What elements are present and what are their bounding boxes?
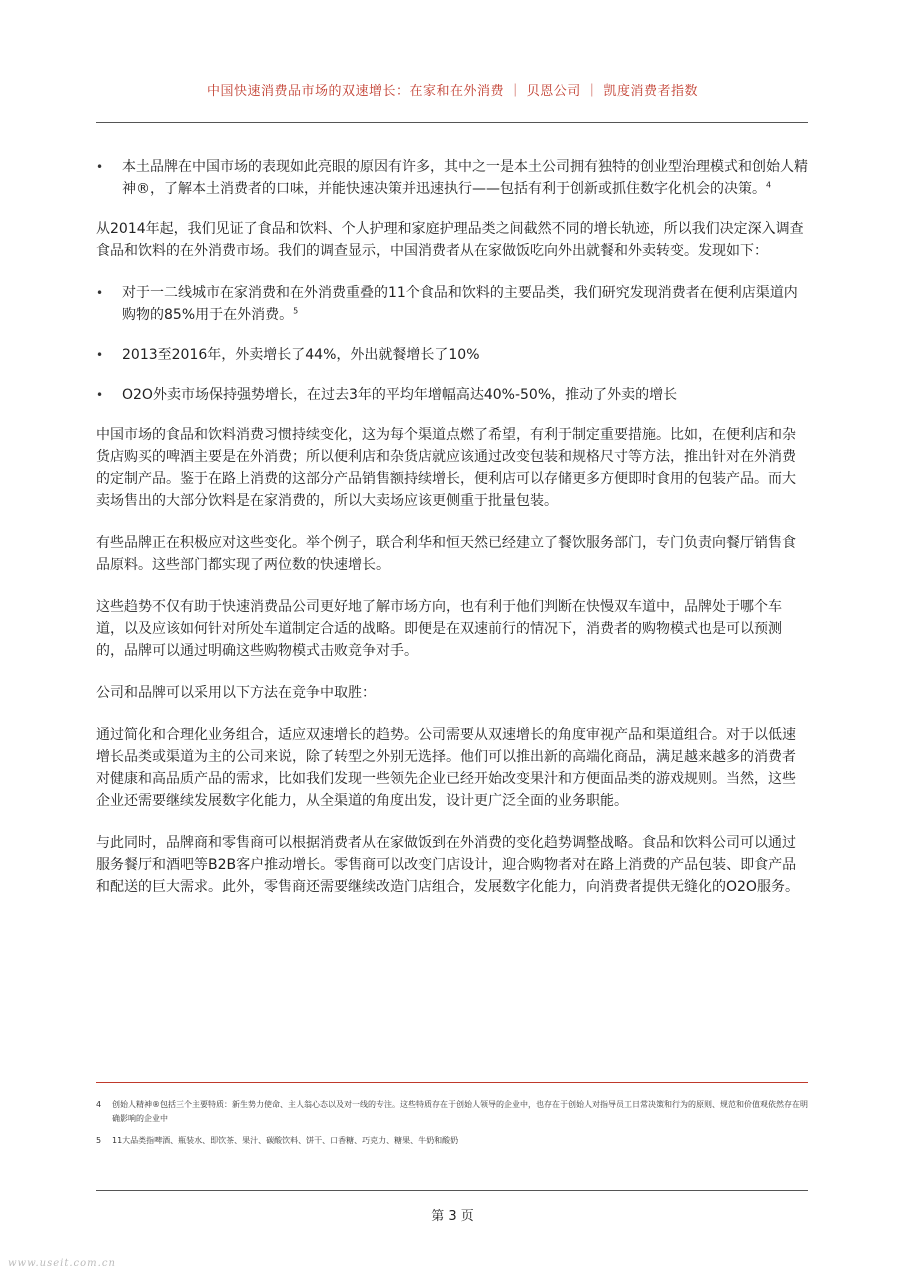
bullet-item <box>96 384 808 406</box>
body-paragraph: 与此同时，品牌商和零售商可以根据消费者从在家做饭到在外消费的变化趋势调整战略。食品和饮料公司可以通过服务餐厅和酒吧等B2B客户推动增长。零售商可以改变门店设计，迎合购物者对在路上消费的产品包装、即食产品和配送的巨大需求。此外，零售商还需要继续改造门店组合，发展数字化能力，向消费者提供无缝化的O2O服务。 <box>96 835 799 895</box>
footnote-number: 5 <box>96 1136 102 1145</box>
footnote-ref: 4 <box>766 180 772 190</box>
intro-paragraph: 从2014年起，我们见证了食品和饮料、个人护理和家庭护理品类之间截然不同的增长轨迹，所以我们决定深入调查食品和饮料的在外消费市场。我们的调查显示，中国消费者从在家做饭吃向外出就餐和外卖转变。发现如下： <box>96 221 804 259</box>
footnote-text: 创始人精神®包括三个主要特质：新生势力使命、主人翁心态以及对一线的专注。这些特质存在于创始人领导的企业中，也存在于创始人对指导员工日常决策和行为的原则、规范和价值观依然存在明确影响的企业中 <box>112 1100 808 1123</box>
footnote-ref: 5 <box>293 306 299 316</box>
bullet-icon: • <box>96 348 104 362</box>
bullet-icon: • <box>96 160 104 174</box>
bullet-item <box>96 282 808 326</box>
bullet-text: 对于一二线城市在家消费和在外消费重叠的11个食品和饮料的主要品类，我们研究发现消费者在便利店渠道内购物的85%用于在外消费。 <box>122 285 798 323</box>
header-title: 中国快速消费品市场的双速增长：在家和在外消费 ｜ 贝恩公司 ｜ 凯度消费者指数 <box>206 84 699 99</box>
bullet-item <box>96 344 808 366</box>
footnote-item <box>96 1098 808 1126</box>
footnote-text: 11大品类指啤酒、瓶装水、即饮茶、果汁、碳酸饮料、饼干、口香糖、巧克力、糖果、牛奶和酸奶 <box>112 1136 459 1145</box>
bullet-text: 2013至2016年，外卖增长了44%，外出就餐增长了10% <box>122 347 480 363</box>
body-paragraph: 有些品牌正在积极应对这些变化。举个例子，联合利华和恒天然已经建立了餐饮服务部门，专门负责向餐厅销售食品原料。这些部门都实现了两位数的快速增长。 <box>96 535 796 573</box>
body-paragraph: 公司和品牌可以采用以下方法在竞争中取胜： <box>96 685 376 701</box>
footer-divider <box>96 1190 808 1191</box>
bullet-text: O2O外卖市场保持强势增长，在过去3年的平均年增幅高达40%-50%，推动了外卖的增长 <box>122 387 678 403</box>
page-number: 第 3 页 <box>431 1209 474 1224</box>
bullet-item <box>96 156 808 200</box>
footnote-divider <box>96 1082 808 1083</box>
main-content <box>96 156 808 918</box>
footnote-number: 4 <box>96 1100 102 1109</box>
body-paragraph: 中国市场的食品和饮料消费习惯持续变化，这为每个渠道点燃了希望，有利于制定重要措施。比如，在便利店和杂货店购买的啤酒主要是在外消费；所以便利店和杂货店就应该通过改变包装和规格尺寸等方法，推出针对在外消费的定制产品。鉴于在路上消费的这部分产品销售额持续增长，便利店可以存储更多方便即时食用的包装产品。而大卖场售出的大部分饮料是在家消费的，所以大卖场应该更侧重于批量包装。 <box>96 427 796 509</box>
body-paragraph: 通过简化和合理化业务组合，适应双速增长的趋势。公司需要从双速增长的角度审视产品和渠道组合。对于以低速增长品类或渠道为主的公司来说，除了转型之外别无选择。他们可以推出新的高端化商品，满足越来越多的消费者对健康和高品质产品的需求，比如我们发现一些领先企业已经开始改变果汁和方便面品类的游戏规则。当然，这些企业还需要继续发展数字化能力，从全渠道的角度出发，设计更广泛全面的业务职能。 <box>96 727 796 809</box>
footnotes <box>96 1098 808 1156</box>
header-divider <box>96 122 808 123</box>
bullet-text: 本土品牌在中国市场的表现如此亮眼的原因有许多，其中之一是本土公司拥有独特的创业型治理模式和创始人精神®，了解本土消费者的口味，并能快速决策并迅速执行——包括有利于创新或抓住数字化机会的决策。 <box>122 159 808 197</box>
body-paragraph: 这些趋势不仅有助于快速消费品公司更好地了解市场方向，也有利于他们判断在快慢双车道中，品牌处于哪个车道，以及应该如何针对所处车道制定合适的战略。即便是在双速前行的情况下，消费者的购物模式也是可以预测的，品牌可以通过明确这些购物模式击败竞争对手。 <box>96 599 782 659</box>
bullet-icon: • <box>96 388 104 402</box>
footnote-item <box>96 1134 808 1148</box>
watermark: www.useit.com.cn <box>8 1258 116 1269</box>
bullet-icon: • <box>96 286 104 300</box>
